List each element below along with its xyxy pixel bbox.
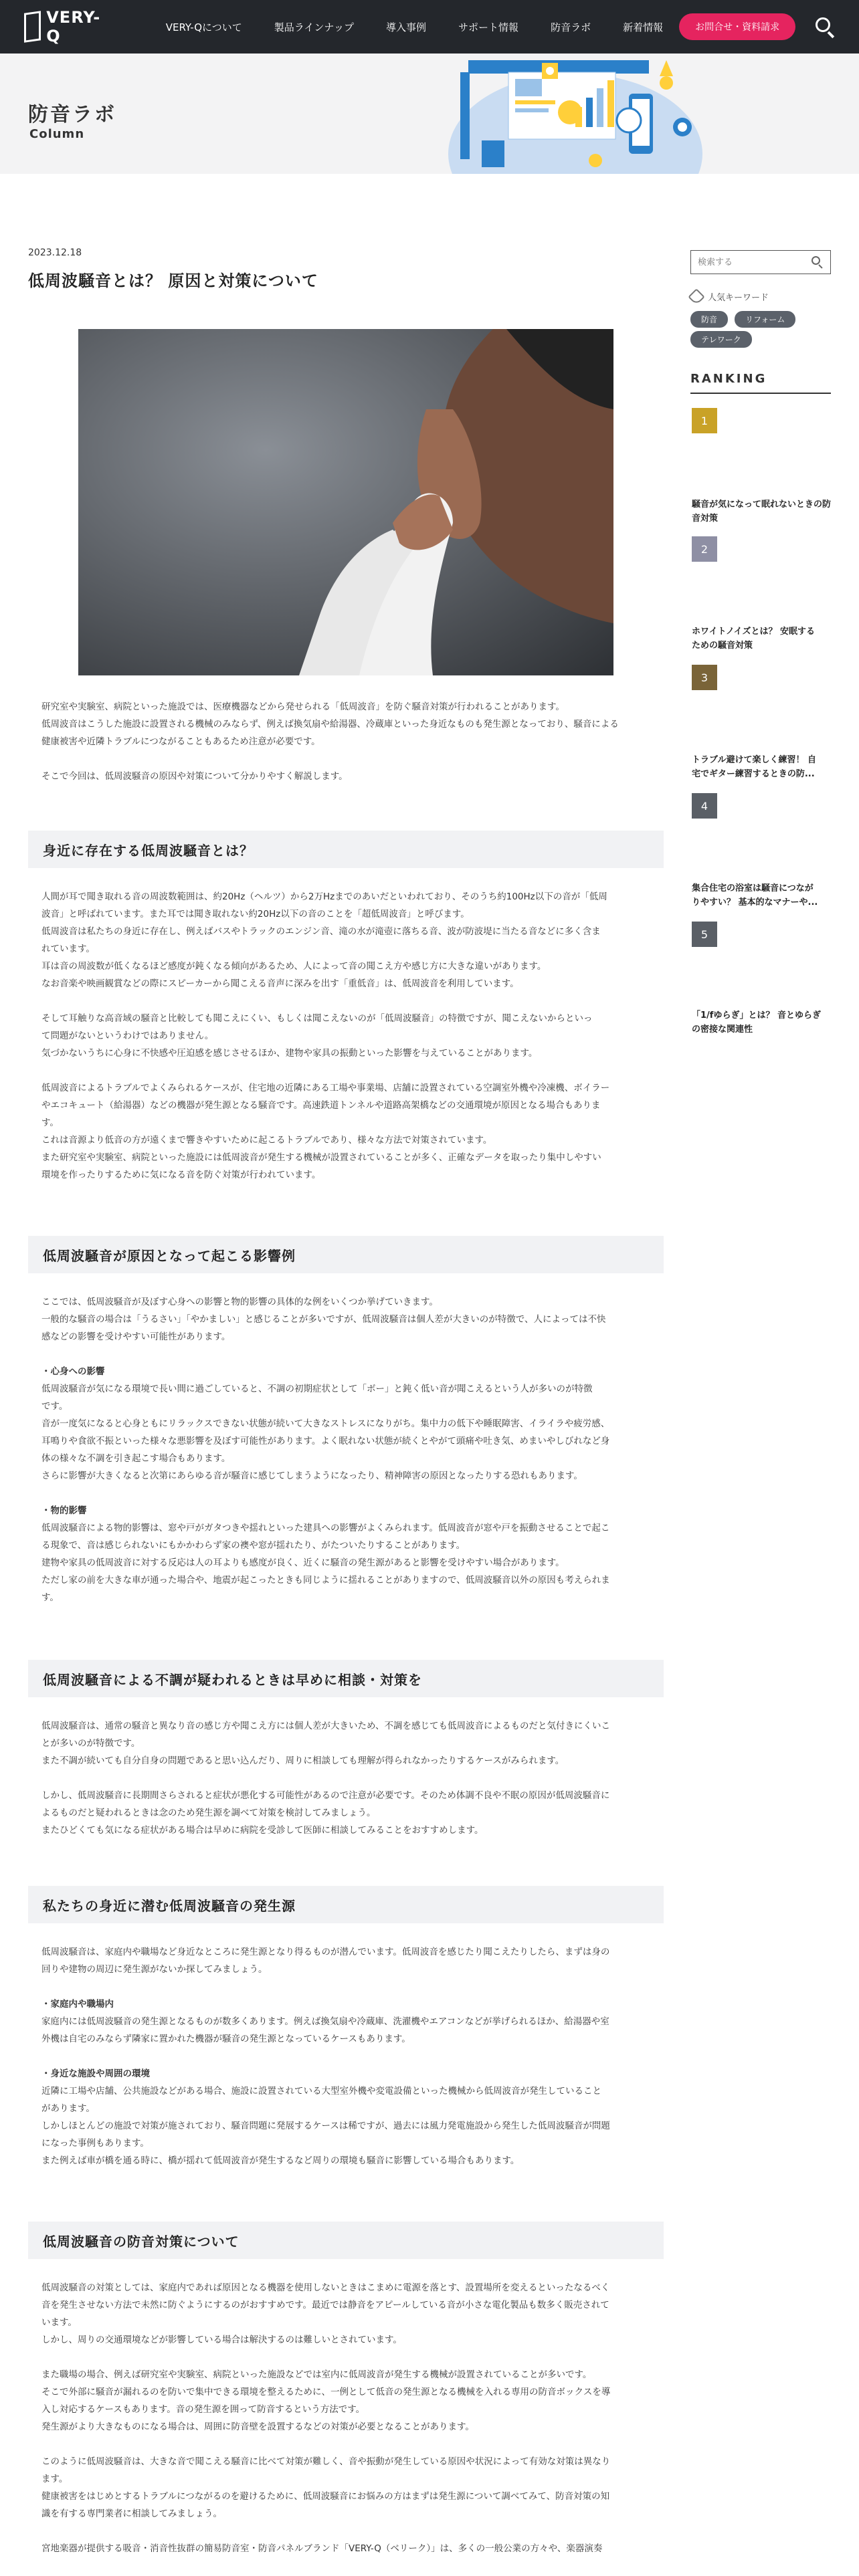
site-header [0,0,859,53]
body-line [41,1346,650,1363]
keyword-tag[interactable]: リフォーム [735,311,795,328]
ranking-heading: RANKING [690,372,831,394]
ranking-title-line: 「1/fゆらぎ」とは？ 音とゆらぎ [692,1010,821,1021]
body-line [41,1485,650,1502]
ranking-title-line: 集合住宅の浴室は騒音につなが [692,883,814,893]
body-line: 宮地楽器が提供する吸音・消音性抜群の簡易防音室・防音パネルブランド「VERY-Q（ベリーク）」は、多くの一般公業の方々や、楽器演奏 [41,2543,603,2554]
rank-badge: 1 [692,408,717,433]
body-line: 識を有する専門業者に相談してみましょう。 [41,2508,222,2519]
intro-line: 低周波音はこうした施設に設置される機械のみならず、例えば換気扇や給湯器、冷蔵庫といった身近なものも発生源となっており、騒音による [41,719,619,730]
body-line: 発生源がより大きなものになる場合は、周囲に防音壁を設置するなどの対策が必要となることがあります。 [41,2422,474,2432]
body-line: またひどくても気になる症状がある場合は早めに病院を受診して医師に相談してみることをおすすめします。 [41,1825,484,1836]
subheading: ・心身への影響 [41,1366,105,1377]
rank-badge: 4 [692,793,717,819]
site-logo[interactable] [24,8,112,45]
body-line: 外機は自宅のみならず隣家に置かれた機器が騒音の発生源となっているケースもあります。 [41,2034,411,2044]
body-line [41,1769,650,1787]
body-line: 耳は音の周波数が低くなるほど感度が鈍くなる傾向があるため、人によって音の聞こえ方や感じ方に大きな違いがあります。 [41,961,547,972]
nav-item-lab[interactable]: 防音ラボ [551,21,591,33]
body-line [41,2436,650,2453]
ranking-item-4[interactable] [692,881,832,909]
ranking-title-line: トラブル避けて楽しく練習！ 自 [692,755,817,765]
page-title: 防音ラボ [28,103,116,126]
section-body-5 [41,2279,650,2557]
popular-keywords-heading [690,290,769,303]
subheading: ・物的影響 [41,1505,87,1516]
body-line: なお音楽や映画観賞などの際にスピーカーから聞こえる音声に深みを出す「重低音」は、低周波音を利用しています。 [41,978,519,989]
section-heading-1: 身近に存在する低周波騒音とは？ [28,831,664,868]
search-icon[interactable] [812,256,824,268]
section-heading-2: 低周波騒音が原因となって起こる影響例 [28,1236,664,1273]
body-line: 低周波騒音は、家庭内や職場など身近なところに発生源となり得るものが潜んでいます。低周波音を感じたり聞こえたりしたら、まずは身の [41,1947,610,1957]
body-line: 入し対応するケースもあります。音の発生源を囲って防音するという方法です。 [41,2404,365,2415]
body-line: 気づかないうちに心身に不快感や圧迫感を感じさせるほか、建物や家具の振動といった影響を与えていることがあります。 [41,1048,538,1059]
section-body-2 [41,1293,650,1606]
body-line: て問題がないというわけではありません。 [41,1031,214,1041]
body-line: しかしほとんどの施設で対策が施されており、騒音問題に発展するケースは稀ですが、過去には風力発電施設から発生した低周波騒音が問題 [41,2121,610,2131]
nav-item-news[interactable]: 新着情報 [623,21,664,33]
body-line: です。 [41,1401,68,1412]
ranking-item-5[interactable] [692,1008,832,1037]
intro-line: 健康被害や近隣トラブルにつながることもあるため注意が必要です。 [41,736,320,747]
article-photo [78,329,613,675]
keyword-tag[interactable]: 防音 [690,311,728,328]
body-line: しかし、低周波騒音に長期間さらされると症状が悪化する可能性があるので注意が必要です。そのため体調不良や不眠の原因が低周波騒音に [41,1790,610,1801]
body-line: 一般的な騒音の場合は「うるさい」「やかましい」と感じることが多いですが、低周波騒音は個人差が大きいのが特徴で、人によっては不快 [41,1314,606,1325]
page-subtitle: Column [29,127,85,141]
body-line: さらに影響が大きくなると次第にあらゆる音が騒音に感じてしまうようになったり、精神障害の原因となったりする恐れもあります。 [41,1471,583,1481]
section-heading-3: 低周波騒音による不調が疑われるときは早めに相談・対策を [28,1660,664,1697]
search-icon[interactable] [814,16,835,37]
body-line: 音を発生させない方法で未然に防ぐようにするのがおすすめです。最近では静音をアピールしている音が小さな電化製品も数多く販売されて [41,2300,609,2311]
search-input[interactable] [698,257,798,267]
ranking-title-line: 宅でギター練習するときの防... [692,769,815,779]
hero-illustration [428,53,723,174]
body-line: 音が一度気になると心身ともにリラックスできない状態が続いて大きなストレスになりがち。集中力の低下や睡眠障害、イライラや疲労感、 [41,1418,610,1429]
body-line: る現象で、音は感じられないにもかかわらず家の襖や窓が揺れたり、がたついたりすることがあります。 [41,1540,466,1551]
body-line: 体の様々な不調を引き起こす場合もあります。 [41,1453,231,1464]
body-line: よるものだと疑われるときは念のため発生源を調べて対策を検討してみましょう。 [41,1808,376,1818]
intro-line: そこで今回は、低周波騒音の原因や対策について分かりやすく解説します。 [41,771,348,782]
keyword-tag[interactable]: テレワーク [690,331,752,348]
rank-badge: 3 [692,665,717,690]
body-line: す。 [41,1592,59,1603]
body-line: 低周波音によるトラブルでよくみられるケースが、住宅地の近隣にある工場や事業場、店舗に設置されている空調室外機や冷凍機、ボイラー [41,1083,610,1093]
article-date: 2023.12.18 [28,247,82,258]
body-line: ます。 [41,2474,68,2484]
section-heading-4: 私たちの身近に潜む低周波騒音の発生源 [28,1886,664,1923]
body-line: そこで外部に騒音が漏れるのを防いで集中できる環境を整えるために、一例として低音の発生源となる機械を入れる専用の防音ボックスを導 [41,2387,611,2397]
body-line: 建物や家具の低周波音に対する反応は人の耳よりも感度が良く、近くに騒音の発生源があると影響を受けやすい場合があります。 [41,1558,565,1568]
body-line: また研究室や実験室、病院といった施設には低周波音が発生する機械が設置されていることが多く、正確なデータを取ったり集中しやすい [41,1152,601,1163]
logo-text: VERY-Q [46,8,101,45]
tag-icon [688,288,704,305]
ranking-title-line: の密接な関連性 [692,1025,753,1035]
nav-item-about[interactable]: VERY-Qについて [165,21,242,33]
body-line: 低周波音は私たちの身近に存在し、例えばバスやトラックのエンジン音、滝の水が滝壺に落ちる音、波が防波堤に当たる音などに多く含ま [41,926,601,937]
nav-item-support[interactable]: サポート情報 [458,21,519,33]
body-line: 耳鳴りや食欲不振といった様々な悪影響を及ぼす可能性があります。よく眠れない状態が続くとやがて頭痛や吐き気、めまいやしびれなど身 [41,1436,610,1446]
subheading: ・身近な施設や周囲の環境 [41,2068,150,2079]
body-line: 家庭内には低周波騒音の発生源となるものが数多くあります。例えば換気扇や冷蔵庫、洗濯機やエアコンなどが挙げられるほか、給湯器や室 [41,2016,609,2027]
keyword-tags [690,311,795,328]
ranking-item-2[interactable] [692,625,832,653]
body-line: しかし、周りの交通環境などが影響している場合は解決するのは難しいとされています。 [41,2335,402,2345]
body-line: このように低周波騒音は、大きな音で聞こえる騒音に比べて対策が難しく、音や振動が発生している原因や状況によって有効な対策は異なり [41,2456,611,2467]
body-line: とが多いのが特徴です。 [41,1738,140,1749]
body-line [41,1062,650,1079]
body-line: ただし家の前を大きな車が通った場合や、地震が起こったときも同じように揺れることがありますので、低周波騒音以外の原因も考えられま [41,1575,610,1586]
article-title: 低周波騒音とは？ 原因と対策について [28,272,318,290]
body-line: また例えば車が橋を通る時に、橋が揺れて低周波音が発生するなど周りの環境も騒音に影響している場合もあります。 [41,2155,520,2166]
body-line: また不調が続いても自分自身の問題であると思い込んだり、周りに相談しても理解が得られなかったりするケースがみられます。 [41,1755,565,1766]
body-line: 近隣に工場や店舗、公共施設などがある場合、施設に設置されている大型室外機や変電設備といった機械から低周波音が発生していること [41,2086,601,2097]
ranking-item-1[interactable] [692,498,832,526]
ranking-title-line: ための騒音対策 [692,641,753,651]
body-line: これは音源より低音の方が遠くまで響きやすいために起こるトラブルであり、様々な方法で対策されています。 [41,1135,492,1146]
body-line [41,992,650,1010]
body-line: 低周波騒音の対策としては、家庭内であれば原因となる機器を使用しないときはこまめに電源を落とす、設置場所を変えるといったなるべく [41,2282,610,2293]
subheading: ・家庭内や職場内 [41,1999,114,2010]
ranking-item-3[interactable] [692,753,832,781]
body-line: やエコキュート（給湯器）などの機器が発生源となる騒音です。高速鉄道トンネルや道路高架橋などの交通環境が原因となる場合もありま [41,1100,601,1111]
body-line: 健康被害をはじめとするトラブルにつながるのを避けるために、低周波騒音にお悩みの方はまずは発生源について調べてみて、防音対策の知 [41,2491,610,2502]
body-line [41,2048,650,2065]
ranking-title-line: りやすい？ 基本的なマナーや... [692,897,818,907]
section-heading-5: 低周波騒音の防音対策について [28,2222,664,2259]
body-line: 環境を作ったりするために気になる音を防ぐ対策が行われています。 [41,1170,321,1180]
body-line: 波音」と呼ばれています。また耳では聞き取れない約20Hz以下の音のことを「超低周波音」と呼びます。 [41,909,470,920]
body-line: 低周波騒音は、通常の騒音と異なり音の感じ方や聞こえ方には個人差が大きいため、不調を感じても低周波音によるものだと気付きにくいこ [41,1721,610,1731]
ranking-title-line: ホワイトノイズとは？ 安眠する [692,627,816,637]
body-line: れています。 [41,944,95,954]
main-nav [150,20,679,34]
keyword-tags-row-2 [690,331,752,348]
section-body-4 [41,1943,650,2169]
intro-line: 研究室や実験室、病院といった施設では、医療機器などから発せられる「低周波音」を防ぐ騒音対策が行われることがあります。 [41,702,565,712]
page-hero [0,53,859,174]
contact-button[interactable]: お問合せ・資料請求 [679,13,795,40]
body-line: 人間が耳で聞き取れる音の周波数範囲は、約20Hz（ヘルツ）から2万Hzまでのあいだといわれており、そのうち約100Hz以下の音が「低周 [41,891,607,902]
ranking-title-line: 騒音が気になって眠れないときの防音対策 [692,500,832,524]
body-line: 感などの影響を受けやすい可能性があります。 [41,1331,231,1342]
body-line [41,2523,650,2540]
sidebar-search [690,250,831,274]
rank-badge: 5 [692,922,717,947]
section-body-3 [41,1717,650,1839]
body-line: があります。 [41,2103,95,2114]
article-intro [41,698,650,785]
rank-badge: 2 [692,536,717,562]
body-line [41,2349,650,2366]
body-line: ここでは、低周波騒音が及ぼす心身への影響と物的影響の具体的な例をいくつか挙げていきます。 [41,1297,438,1307]
nav-item-cases[interactable]: 導入事例 [386,21,427,33]
body-line: になった事例もあります。 [41,2138,149,2149]
body-line: す。 [41,1117,59,1128]
section-body-1 [41,888,650,1184]
intro-line [41,750,650,768]
body-line: 低周波騒音による物的影響は、窓や戸がガタつきや揺れといった建具への影響がよくみられます。低周波音が窓や戸を振動させることで起こ [41,1523,610,1533]
body-line: また職場の場合、例えば研究室や実験室、病院といった施設などでは室内に低周波音が発生する機械が設置されていることが多いです。 [41,2369,592,2380]
body-line: います。 [41,2317,77,2328]
body-line [41,1978,650,1996]
body-line: そして耳触りな高音域の騒音と比較しても聞こえにくい、もしくは聞こえないのが「低周波騒音」の特徴ですが、聞こえないからといっ [41,1013,593,1024]
nav-item-products[interactable]: 製品ラインナップ [274,21,355,33]
body-line: 低周波騒音が気になる環境で長い間に過ごしていると、不調の初期症状として「ボー」と鈍く低い音が聞こえるという人が多いのが特徴 [41,1384,593,1394]
logo-icon [24,11,41,43]
body-line: 回りや建物の周辺に発生源がないか探してみましょう。 [41,1964,268,1975]
popular-keywords-label: 人気キーワード [708,293,769,303]
